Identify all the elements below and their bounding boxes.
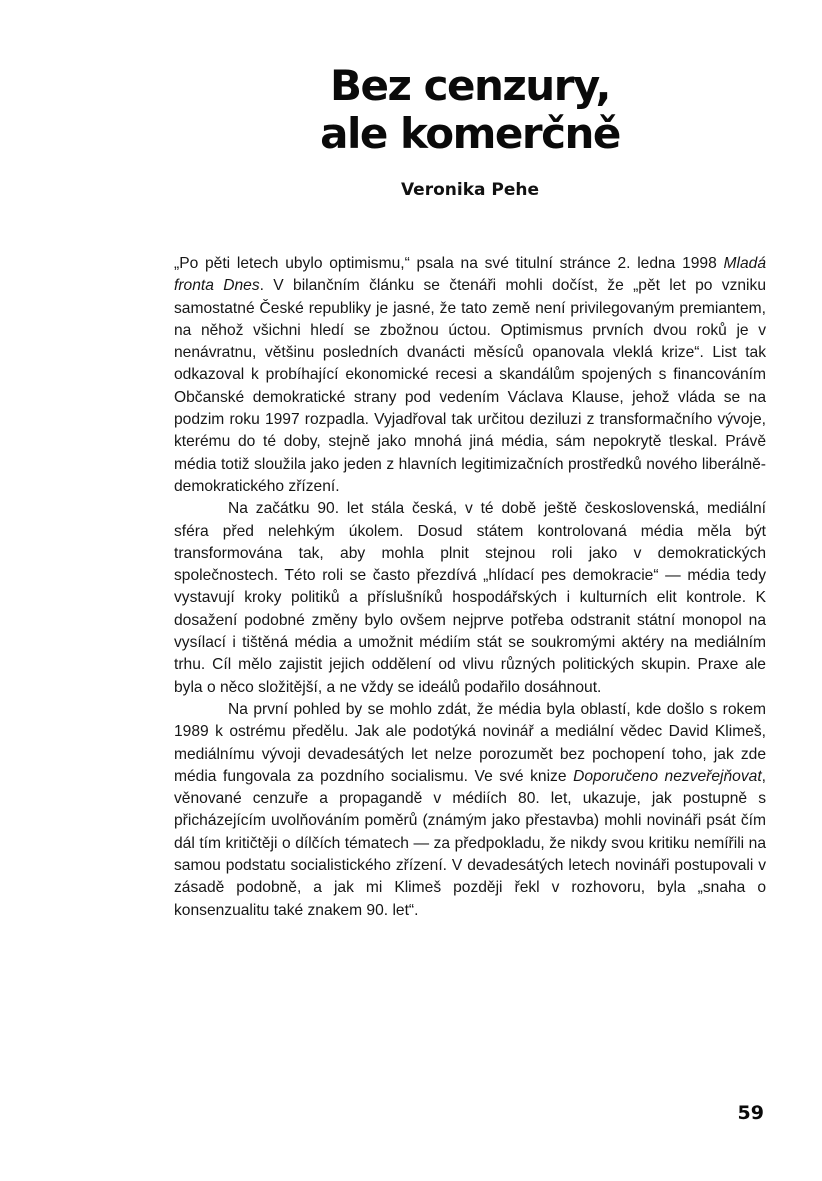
title-block [174, 62, 766, 200]
paragraph-2 [174, 498, 766, 699]
paragraph-3-segment-3: , věnované cenzuře a propagandě v médiích 80. let, ukazuje, jak postupně s přicházejícím uvolňováním poměrů (známým jako přestavba) mohli novináři psát čím dál tím kritičtěji o dílčích tématech — za předpokladu, že nikdy svou kritiku nemířili na samou podstatu socialistického zřízení. V devadesátých letech novináři postupovali v zásadě podobně, a jak mi Klimeš později řekl v rozhovoru, byla „snaha o konsenzualitu také znakem 90. let“. [174, 767, 766, 919]
paragraph-3-segment-2-italic: Doporučeno nezveřejňovat [573, 767, 762, 785]
paragraph-2-segment-1: Na začátku 90. let stála česká, v té době ještě československá, mediální sféra před nelehkým úkolem. Dosud státem kontrolovaná média měla být transformována tak, aby mohla plnit stejnou roli jako v demokratických společnostech. Této roli se často přezdívá „hlídací pes demokracie“ — média tedy vystavují kroky politiků a příslušníků hospodářských i kulturních elit kontrole. K dosažení podobné změny bylo ovšem nejprve potřeba odstranit státní monopol na vysílací i tištěná média a umožnit médiím stát se soukromými aktéry na mediálním trhu. Cíl mělo zajistit jejich oddělení od vlivu různých politických skupin. Praxe ale byla o něco složitější, a ne vždy se ideálů podařilo dosáhnout. [174, 500, 766, 696]
article-title-line-2: ale komerčně [320, 109, 620, 158]
paragraph-1 [174, 253, 766, 498]
paragraph-1-segment-2-italic: Mladá fronta Dnes [174, 255, 766, 295]
paragraph-1-segment-3: . V bilančním článku se čtenáři mohli dočíst, že „pět let po vzniku samostatné České republiky je jasné, že tato země není privilegovaným premiantem, na něhož všichni hledí se zbožnou úctou. Optimismus prvních dvou roků je v nenávratnu, většinu posledních dvanácti měsíců opanovala vleklá krize“. List tak odkazoval k probíhající ekonomické recesi a skandálům spojených s financováním Občanské demokratické strany pod vedením Václava Klause, jehož vláda se na podzim roku 1997 rozpadla. Vyjadřoval tak určitou deziluzi z transformačního vývoje, kterému do té doby, stejně jako mnohá jiná média, sám nepokrytě tleskal. Právě média totiž sloužila jako jeden z hlavních legitimizačních prostředků nového liberálně-demokratického zřízení. [174, 277, 766, 495]
paragraph-3 [174, 699, 766, 922]
page-number: 59 [737, 1102, 764, 1124]
article-title-line-1: Bez cenzury, [330, 61, 610, 110]
article-author: Veronika Pehe [400, 180, 540, 200]
article-body [174, 253, 766, 922]
paragraph-1-segment-1: „Po pěti letech ubylo optimismu,“ psala na své titulní stránce 2. ledna 1998 [174, 255, 724, 272]
paragraph-3-segment-1: Na první pohled by se mohlo zdát, že média byla oblastí, kde došlo s rokem 1989 k ostrému předělu. Jak ale podotýká novinář a mediální vědec David Klimeš, mediálnímu vývoji devadesátých let nelze porozumět bez pochopení toho, jak zde média fungovala za pozdního socialismu. Ve své knize [174, 700, 766, 785]
article-title [174, 62, 766, 158]
